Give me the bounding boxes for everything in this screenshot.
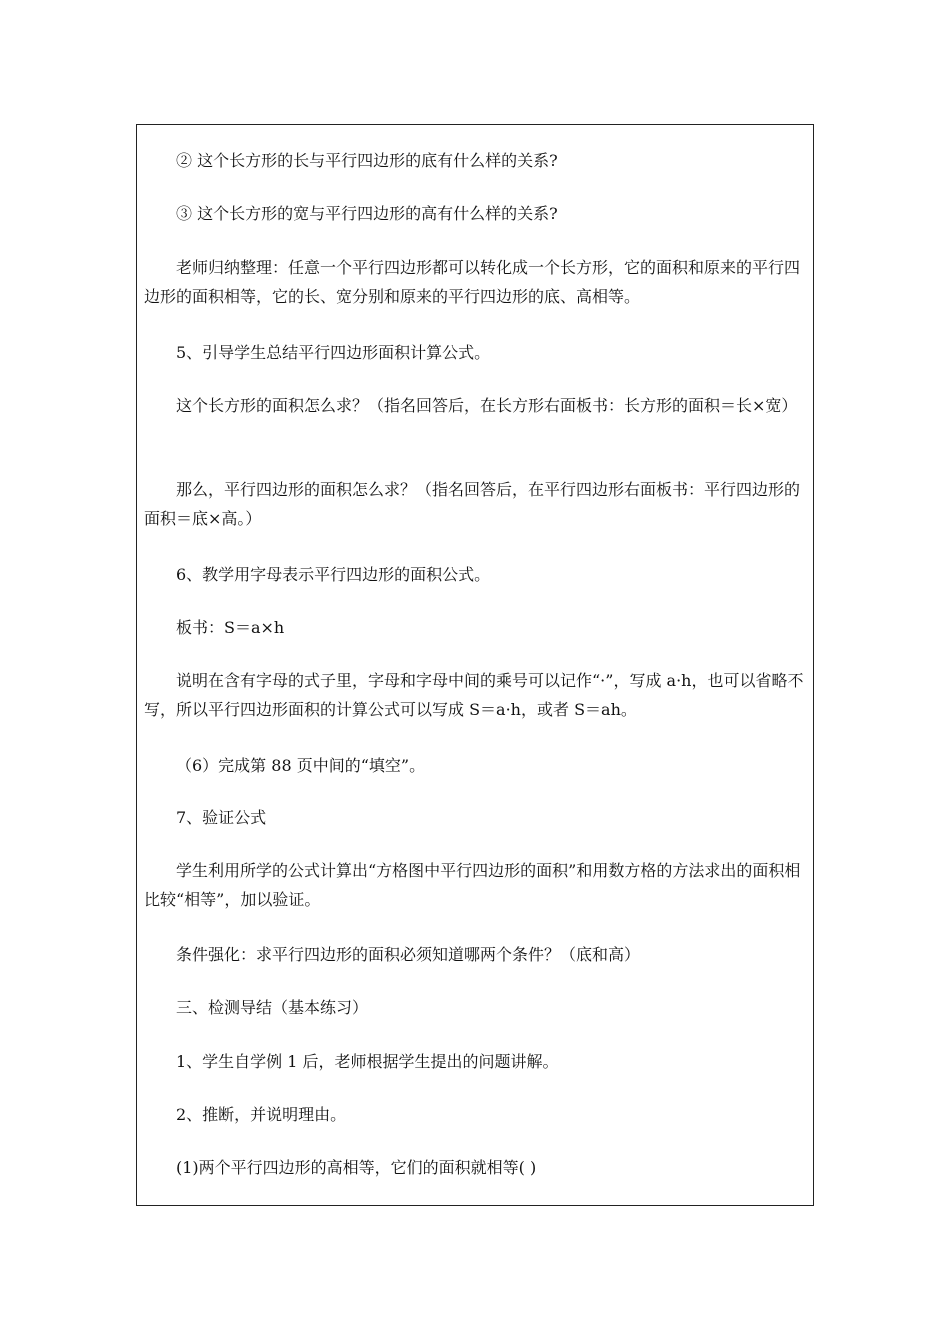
board-formula: 板书：S＝a×h <box>176 618 285 637</box>
notation-explanation: 说明在含有字母的式子里，字母和字母中间的乘号可以记作“·”，写成 a·h，也可以省略不写，所以平行四边形面积的计算公式可以写成 S＝a·h，或者 S＝ah。 <box>144 671 804 719</box>
question-rect-width: ③ 这个长方形的宽与平行四边形的高有什么样的关系? <box>176 204 558 223</box>
condition-reinforcement: 条件强化：求平行四边形的面积必须知道哪两个条件？（底和高） <box>176 945 641 964</box>
fill-in-task: （6）完成第 88 页中间的“填空”。 <box>176 756 426 775</box>
parallelogram-area-question: 那么，平行四边形的面积怎么求？（指名回答后，在平行四边形右面板书：平行四边形的面积＝底×高。） <box>144 480 801 528</box>
rectangle-area-question: 这个长方形的面积怎么求？（指名回答后，在长方形右面板书：长方形的面积＝长×宽） <box>176 396 798 415</box>
verification-text: 学生利用所学的公式计算出“方格图中平行四边形的面积”和用数方格的方法求出的面积相比较“相等”，加以验证。 <box>144 861 801 909</box>
exercise-2-item-1: (1)两个平行四边形的高相等，它们的面积就相等( ) <box>176 1158 537 1177</box>
question-rect-length: ② 这个长方形的长与平行四边形的底有什么样的关系? <box>176 151 558 170</box>
teacher-summary: 老师归纳整理：任意一个平行四边形都可以转化成一个长方形，它的面积和原来的平行四边形的面积相等，它的长、宽分别和原来的平行四边形的底、高相等。 <box>144 258 801 306</box>
step-5-heading: 5、引导学生总结平行四边形面积计算公式。 <box>176 343 491 362</box>
step-6-heading: 6、教学用字母表示平行四边形的面积公式。 <box>176 565 491 584</box>
section-3-heading: 三、检测导结（基本练习） <box>176 998 369 1017</box>
exercise-1: 1、学生自学例 1 后，老师根据学生提出的问题讲解。 <box>176 1052 559 1071</box>
step-7-heading: 7、验证公式 <box>176 808 267 827</box>
exercise-2: 2、推断，并说明理由。 <box>176 1105 347 1124</box>
